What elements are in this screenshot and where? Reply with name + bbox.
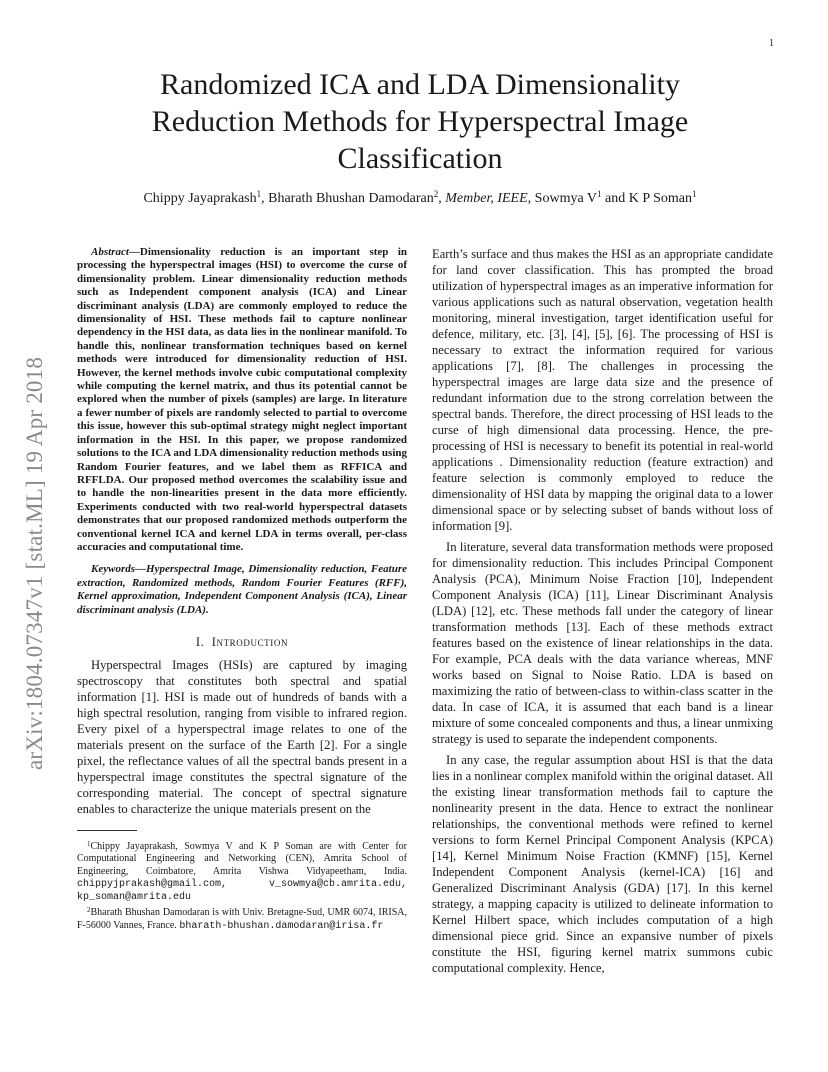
author-name: K P Soman (628, 191, 693, 206)
title-line: Reduction Methods for Hyperspectral Image (151, 105, 689, 138)
keywords-text: Hyperspectral Image, Dimensionality reduction, Feature extraction, Randomized methods, Random Fourier Features (RFF), Kernel approximation, Independent Component Analysis (ICA), Linear discriminant analysis (LDA). (77, 563, 407, 616)
footnotes (77, 830, 407, 933)
affiliation-mark: 2 (433, 189, 439, 199)
affiliation-mark: 1 (692, 189, 697, 199)
footnote-text: Bharath Bhushan Damodaran is with Univ. Bretagne-Sud, UMR 6074, IRISA, F-56000 Vannes, France. (77, 907, 407, 931)
separator: , (527, 191, 535, 206)
title-line: Classification (337, 142, 503, 175)
footnote-mark: 1 (87, 840, 91, 848)
separator: and (601, 191, 629, 206)
author-name: Chippy Jayaprakash (143, 191, 257, 206)
section-heading-introduction (77, 634, 407, 650)
right-column (432, 246, 773, 976)
abstract-dash: — (128, 246, 140, 258)
footnote-email: chippyjprakash@gmail.com, (77, 878, 228, 890)
separator: , (261, 191, 269, 206)
footnote-mark: 2 (87, 906, 91, 915)
index-terms (77, 563, 407, 617)
abstract (77, 246, 407, 554)
intro-paragraph: Hyperspectral Images (HSIs) are captured by imaging spectroscopy that constitutes both spectral and spatial information [1]. HSI is made out of hundreds of bands with a high spectral resolution, ranging from visible to infrared region. Every pixel of a hyperspectral image relates to one of the materials present on the surface of the Earth [2]. For a single pixel, the reflectance values of all the spectral bands present in a hyperspectral image constitutes the spectral signature of the corresponding material. The concept of spectral signature enables to characterize the unique materials present on the (77, 657, 407, 816)
page-number: 1 (769, 38, 774, 49)
section-number: I. (195, 634, 205, 649)
footnote-affiliation-1 (77, 838, 407, 904)
abstract-label: Abstract (91, 246, 129, 258)
arxiv-identifier-stamp: arXiv:1804.07347v1 [stat.ML] 19 Apr 2018 (22, 356, 47, 770)
paper-title (70, 66, 770, 177)
footnote-email: v_sowmya@cb.amrita.edu, kp_soman@amrita.edu (77, 878, 407, 904)
keywords-dash: — (135, 563, 146, 576)
separator: , (438, 191, 446, 206)
left-column (77, 246, 407, 817)
title-line: Randomized ICA and LDA Dimensionality (160, 68, 680, 101)
body-paragraph: Earth’s surface and thus makes the HSI as an appropriate candidate for land cover classification. This has prompted the broad utilization of hyperspectral images as an imperative information for various applications such as natural observation, vegetation health monitoring, mineral investigation, target identification useful for defence, military, etc. [3], [4], [5], [6]. The processing of HSI is necessary to extract the information required for various applications [7], [8]. The challenges in processing the hyperspectral images are large data size and the presence of redundant information due to the strong correlation between the spectral bands. Therefore, the direct processing of HSI leads to the curse of high dimensional data processing. Hence, the pre-processing of HSI is necessary to benefit its potential in real-world applications . Dimensionality reduction (feature extraction) and feature selection is commonly employed to reduce the dimensionality of HSI data by mapping the original data to a lower dimensional space or by selecting subset of bands without loss of information [9]. (432, 247, 773, 533)
body-paragraph: In any case, the regular assumption about HSI is that the data lies in a nonlinear complex manifold within the original dataset. All the existing linear transformation methods fail to capture the nonlinearity present in the data. Hence to extract the nonlinear relationships, the conventional methods were refined to kernel versions to form Kernel Principal Component Analysis (KPCA) [14], Kernel Minimum Noise Fraction (KMNF) [15], Kernel Independent Component Analysis (kernel-ICA) [16] and Generalized Discriminant Analysis (GDA) [17]. In this kernel strategy, a mapping capacity is utilized to delineate information to Kernel Hilbert space, which includes computation of a high dimensional piece grid. Since an expansive number of pixels constitute the HSI, figuring kernel matrix summons cubic computational complexity. Hence, (432, 753, 774, 975)
affiliation-mark: 1 (256, 189, 262, 199)
section-title: Introduction (211, 634, 289, 649)
affiliation-mark: 1 (597, 189, 602, 199)
body-paragraph: In literature, several data transformation methods were proposed for dimensionality reduction. This includes Principal Component Analysis (PCA), Minimum Noise Fraction [10], Independent Component Analysis (ICA) [11], Linear Discriminant Analysis (LDA) [12], etc. These methods fall under the category of linear transformation methods [13]. Each of these methods extract features based on the existence of linear relationships in the data. For example, PCA deals with the data variance whereas, MNF works based on Signal to Noise Ratio. LDA is based on maximizing the ratio of between-class to within-class scatter in the data. In case of ICA, it is assumed that each band is a linear mixture of some concealed components and thus, a linear unmixing strategy is used to separate the independent components. (432, 540, 773, 746)
footnote-divider (77, 830, 137, 831)
keywords-label: Keywords (91, 563, 135, 576)
author-name: Bharath Bhushan Damodaran (268, 191, 434, 206)
footnote-email: bharath-bhushan.damodaran@irisa.fr (179, 920, 384, 932)
footnote-affiliation-2 (77, 904, 407, 933)
membership-label: Member, IEEE (445, 191, 528, 206)
footnote-text: Chippy Jayaprakash, Sowmya V and K P Soman are with Center for Computational Engineering and Networking (CEN), Amrita School of Engineering, Coimbatore, Amrita Vishwa Vidyapeetham, India. (77, 841, 407, 877)
abstract-text: Dimensionality reduction is an important step in processing the hyperspectral images (HSI) to overcome the curse of dimensionality problem. Linear dimensionality reduction methods such as Independent component analysis (ICA) and Linear discriminant analysis (LDA) are commonly employed to reduce the dimensionality of HSI. These methods fail to capture nonlinear dependency in the HSI data, as data lies in the nonlinear manifold. To handle this, nonlinear transformation techniques based on kernel methods were introduced for dimensionality reduction of HSI. However, the kernel methods involve cubic computational complexity while computing the kernel matrix, and thus its potential cannot be explored when the number of pixels (samples) are large. In literature a fewer number of pixels are randomly selected to partial to overcome this issue, however this sub-optimal strategy might neglect important information in the HSI. In this paper, we propose randomized solutions to the ICA and LDA dimensionality reduction methods using Random Fourier features, and we label them as RFFICA and RFFLDA. Our proposed method overcomes the scalability issue and to handle the non-linearities present in the data more efficiently. Experiments conducted with two real-world hyperspectral datasets demonstrates that our proposed randomized methods outperform the conventional kernel ICA and kernel LDA in terms overall, per-class accuracies and computational time. (77, 246, 407, 553)
author-list (60, 189, 780, 207)
author-name: Sowmya V (534, 191, 598, 206)
